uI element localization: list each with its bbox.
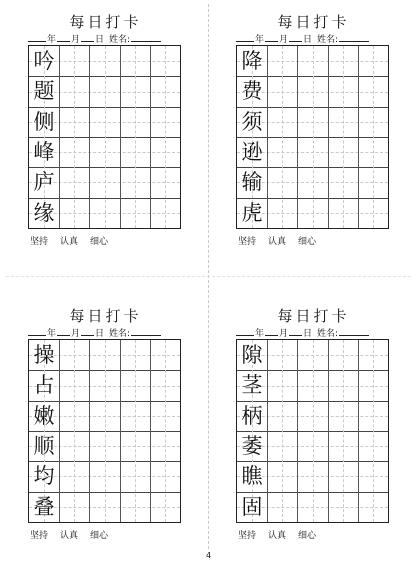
grid-mid-column-line <box>282 340 283 522</box>
motto <box>30 528 120 541</box>
grid-mid-column-line <box>313 46 314 228</box>
model-character: 茎 <box>241 373 263 398</box>
horizontal-divider <box>6 276 411 277</box>
month-blank[interactable] <box>57 33 70 42</box>
month-blank[interactable] <box>265 33 278 42</box>
model-character: 固 <box>241 494 263 519</box>
model-character: 虎 <box>241 200 263 225</box>
grid-column-line <box>328 340 329 522</box>
motto-word: 细心 <box>298 531 317 541</box>
grid-mid-column-line <box>313 340 314 522</box>
model-character: 缘 <box>33 200 55 225</box>
motto <box>238 234 328 247</box>
month-label: 月 <box>71 329 81 339</box>
grid-column-line <box>267 340 268 522</box>
year-label: 年 <box>47 329 57 339</box>
name-blank[interactable] <box>339 327 369 336</box>
date-name-line <box>28 32 188 44</box>
day-blank[interactable] <box>289 33 302 42</box>
grid-mid-column-line <box>74 46 75 228</box>
grid-column-line <box>89 46 90 228</box>
model-character: 降 <box>241 49 263 73</box>
month-label: 月 <box>71 35 81 45</box>
model-character: 输 <box>241 170 263 195</box>
month-blank[interactable] <box>265 327 278 336</box>
model-character: 萎 <box>241 433 263 458</box>
motto-word: 坚持 <box>30 531 49 541</box>
name-label: 姓名: <box>317 35 339 45</box>
grid-column-line <box>120 46 121 228</box>
month-label: 月 <box>279 329 289 339</box>
name-blank[interactable] <box>131 327 161 336</box>
grid-mid-column-line <box>373 340 374 522</box>
day-label: 日 <box>303 35 313 45</box>
card-title: 每日打卡 <box>277 13 350 31</box>
grid-mid-column-line <box>165 46 166 228</box>
model-character: 隙 <box>241 343 263 367</box>
grid-column-line <box>59 46 60 228</box>
practice-grid <box>236 339 389 523</box>
year-blank[interactable] <box>28 33 46 42</box>
grid-mid-column-line <box>282 46 283 228</box>
model-character: 叠 <box>33 494 55 519</box>
grid-column-line <box>120 340 121 522</box>
grid-mid-column-line <box>74 340 75 522</box>
card-title: 每日打卡 <box>69 13 142 31</box>
day-label: 日 <box>303 329 313 339</box>
grid-mid-column-line <box>135 46 136 228</box>
motto-word: 细心 <box>298 237 317 247</box>
grid-mid-column-line <box>135 340 136 522</box>
page-number: 4 <box>205 551 212 560</box>
model-character: 柄 <box>241 403 263 428</box>
date-name-line <box>28 326 188 338</box>
model-character: 庐 <box>33 170 55 195</box>
day-blank[interactable] <box>81 33 94 42</box>
name-label: 姓名: <box>109 329 131 339</box>
motto-word: 认真 <box>60 237 79 247</box>
practice-grid <box>28 45 181 229</box>
name-blank[interactable] <box>339 33 369 42</box>
grid-mid-column-line <box>105 46 106 228</box>
month-blank[interactable] <box>57 327 70 336</box>
day-blank[interactable] <box>289 327 302 336</box>
card-title: 每日打卡 <box>69 307 142 325</box>
motto-word: 细心 <box>90 237 109 247</box>
grid-column-line <box>297 46 298 228</box>
model-character: 嫩 <box>33 403 55 428</box>
grid-mid-column-line <box>343 46 344 228</box>
year-label: 年 <box>255 35 265 45</box>
motto-word: 坚持 <box>238 237 257 247</box>
day-blank[interactable] <box>81 327 94 336</box>
model-character: 顺 <box>33 433 55 458</box>
motto-word: 认真 <box>268 531 287 541</box>
date-name-line <box>236 32 396 44</box>
grid-column-line <box>150 46 151 228</box>
month-label: 月 <box>279 35 289 45</box>
year-blank[interactable] <box>236 327 254 336</box>
motto-word: 坚持 <box>30 237 49 247</box>
grid-column-line <box>358 46 359 228</box>
name-label: 姓名: <box>109 35 131 45</box>
grid-column-line <box>358 340 359 522</box>
model-character: 侧 <box>33 109 55 134</box>
day-label: 日 <box>95 329 105 339</box>
grid-column-line <box>59 340 60 522</box>
model-character: 操 <box>33 343 55 367</box>
motto <box>30 234 120 247</box>
model-character: 吟 <box>33 49 55 73</box>
model-character: 占 <box>33 373 55 398</box>
year-label: 年 <box>255 329 265 339</box>
motto <box>238 528 328 541</box>
model-character: 逊 <box>241 139 263 164</box>
motto-word: 坚持 <box>238 531 257 541</box>
model-character: 须 <box>241 109 263 134</box>
date-name-line <box>236 326 396 338</box>
year-blank[interactable] <box>236 33 254 42</box>
motto-word: 认真 <box>268 237 287 247</box>
practice-grid <box>28 339 181 523</box>
model-character: 费 <box>241 79 263 104</box>
model-character: 峰 <box>33 139 55 164</box>
motto-word: 细心 <box>90 531 109 541</box>
grid-mid-column-line <box>373 46 374 228</box>
grid-mid-column-line <box>165 340 166 522</box>
model-character: 瞧 <box>241 464 263 489</box>
grid-mid-column-line <box>343 340 344 522</box>
name-blank[interactable] <box>131 33 161 42</box>
name-label: 姓名: <box>317 329 339 339</box>
grid-column-line <box>267 46 268 228</box>
practice-grid <box>236 45 389 229</box>
year-blank[interactable] <box>28 327 46 336</box>
year-label: 年 <box>47 35 57 45</box>
motto-word: 认真 <box>60 531 79 541</box>
grid-column-line <box>150 340 151 522</box>
grid-column-line <box>328 46 329 228</box>
day-label: 日 <box>95 35 105 45</box>
card-title: 每日打卡 <box>277 307 350 325</box>
model-character: 题 <box>33 79 55 104</box>
grid-mid-column-line <box>105 340 106 522</box>
model-character: 均 <box>33 464 55 489</box>
grid-column-line <box>89 340 90 522</box>
grid-column-line <box>297 340 298 522</box>
